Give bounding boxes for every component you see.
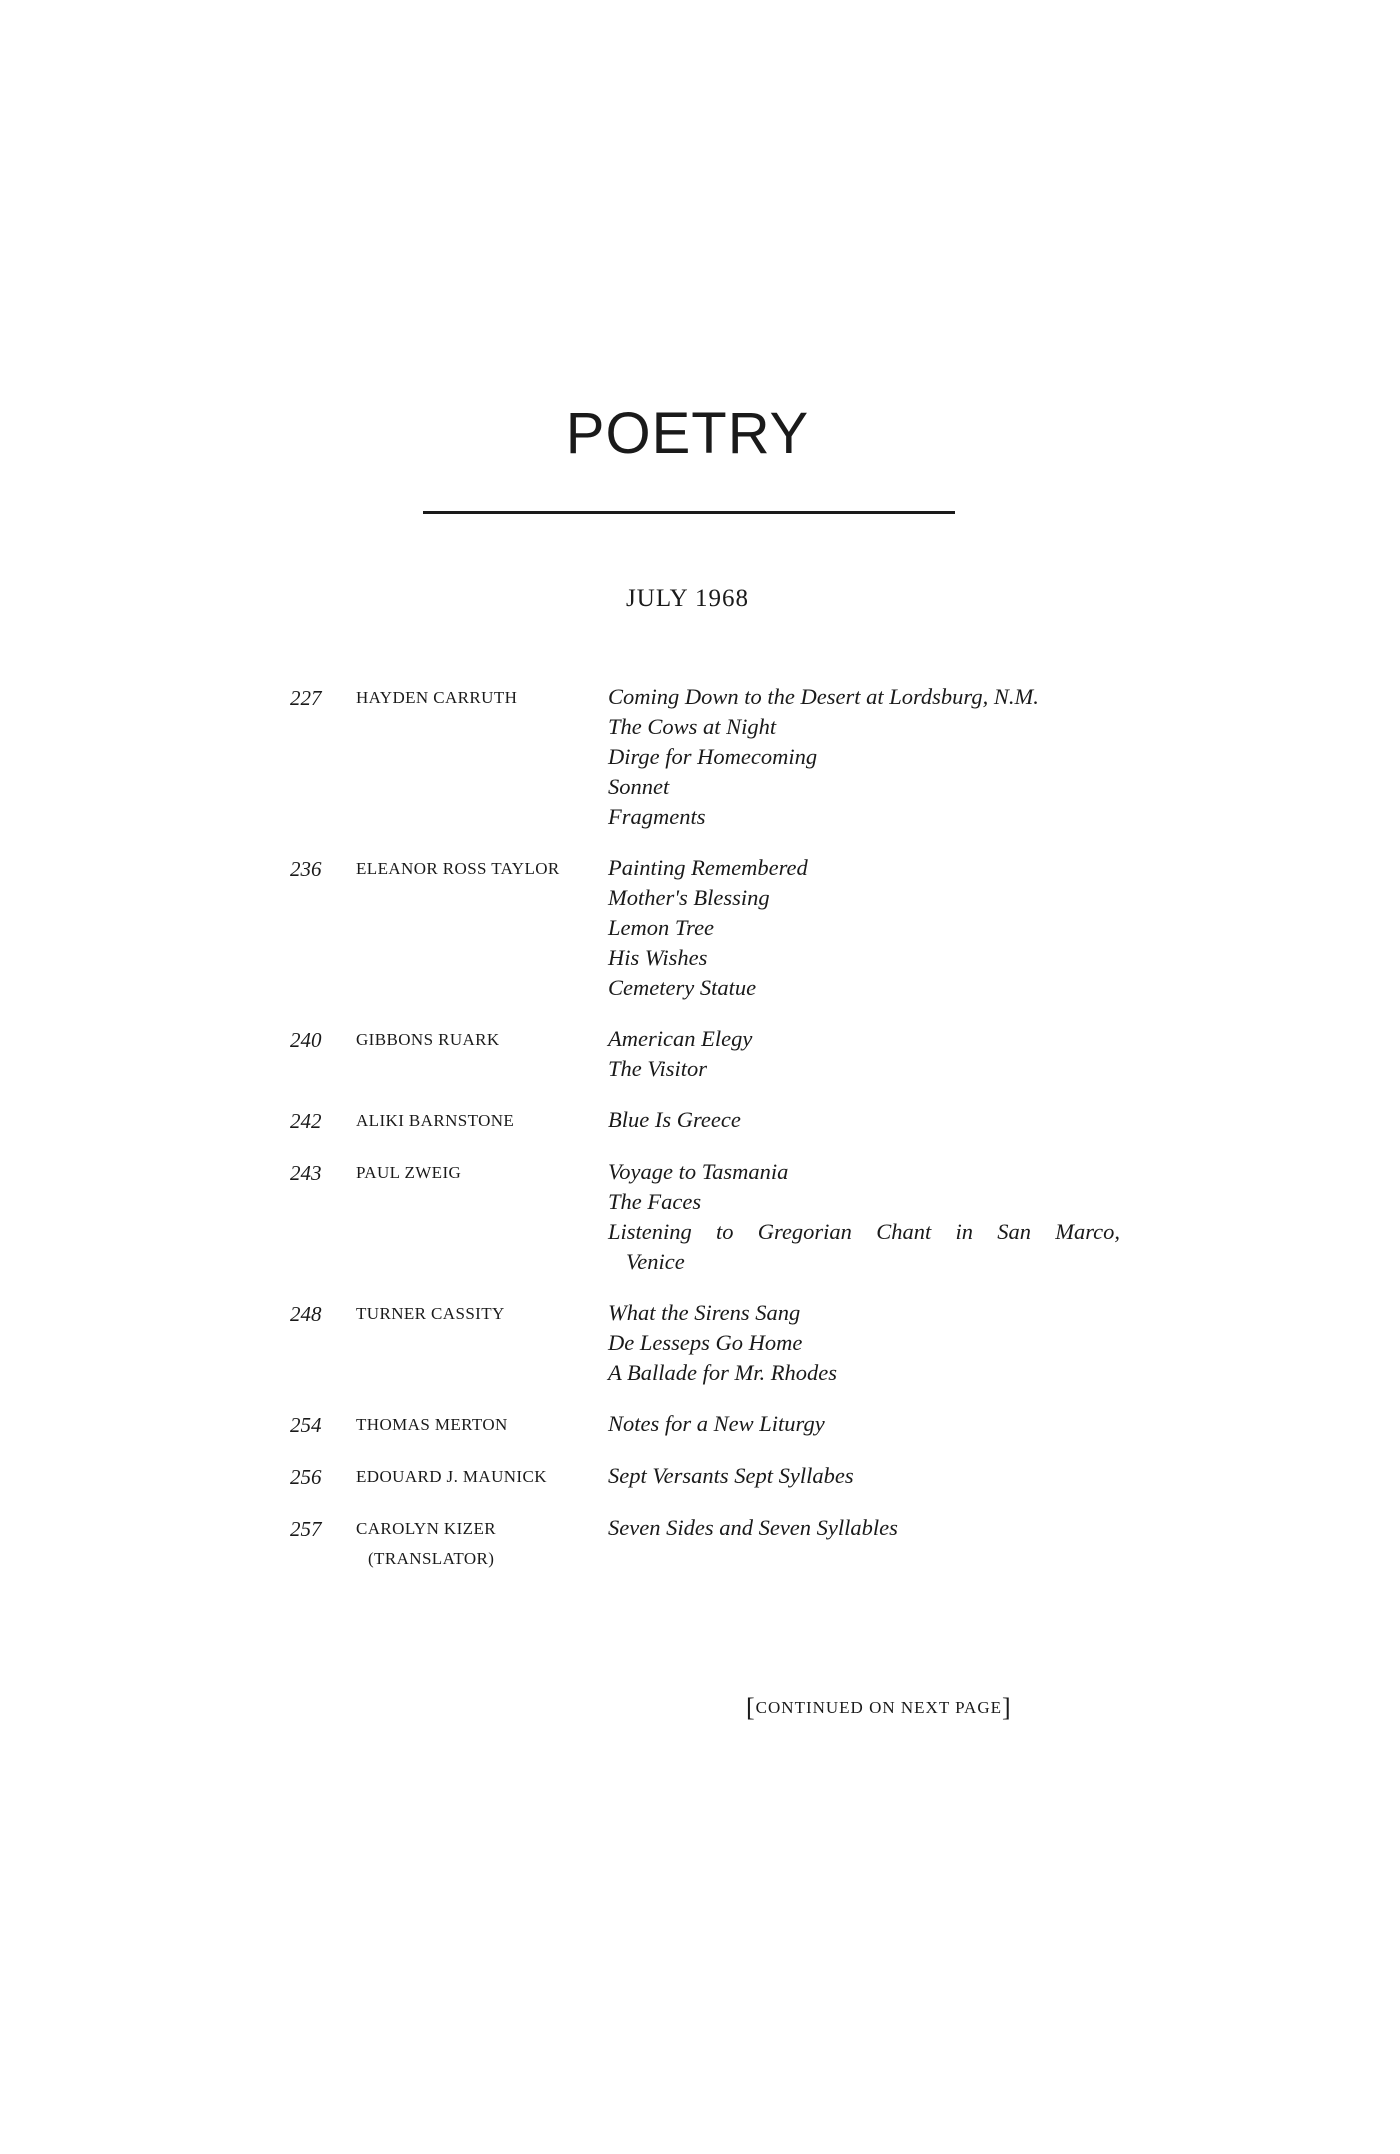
page-number: 240 bbox=[290, 1028, 322, 1052]
poem-titles bbox=[608, 1461, 1120, 1491]
continued-note bbox=[746, 1693, 1012, 1723]
page-number: 257 bbox=[290, 1517, 322, 1541]
author-name: TURNER CASSITY bbox=[356, 1304, 505, 1323]
poem-title: Seven Sides and Seven Syllables bbox=[608, 1515, 898, 1540]
open-bracket: [ bbox=[746, 1693, 756, 1722]
poem-title: What the Sirens Sang bbox=[608, 1300, 801, 1325]
toc-entry bbox=[290, 1513, 1120, 1574]
poem-titles bbox=[608, 682, 1120, 832]
masthead-rule bbox=[423, 511, 955, 514]
poem-title: Mother's Blessing bbox=[608, 885, 770, 910]
author-name: HAYDEN CARRUTH bbox=[356, 688, 518, 707]
poem-title: American Elegy bbox=[608, 1026, 753, 1051]
author-name: ELEANOR ROSS TAYLOR bbox=[356, 859, 560, 878]
page-number: 254 bbox=[290, 1413, 322, 1437]
poem-title: Coming Down to the Desert at Lordsburg, N.M. bbox=[608, 684, 1039, 709]
page-number: 236 bbox=[290, 857, 322, 881]
poem-titles bbox=[608, 1409, 1120, 1439]
author-name: PAUL ZWEIG bbox=[356, 1163, 462, 1182]
poem-titles bbox=[608, 1024, 1120, 1084]
page-number: 242 bbox=[290, 1109, 322, 1133]
close-bracket: ] bbox=[1001, 1693, 1012, 1722]
poem-title: Listening to Gregorian Chant in San Marco, bbox=[608, 1219, 1120, 1244]
poem-title: De Lesseps Go Home bbox=[608, 1330, 803, 1355]
poem-title: A Ballade for Mr. Rhodes bbox=[608, 1360, 837, 1385]
page-number: 256 bbox=[290, 1465, 322, 1489]
author-role: (TRANSLATOR) bbox=[368, 1549, 495, 1568]
poem-title: Dirge for Homecoming bbox=[608, 744, 818, 769]
poem-title: Fragments bbox=[608, 804, 706, 829]
poem-title: Sept Versants Sept Syllabes bbox=[608, 1463, 854, 1488]
toc-entry bbox=[290, 1461, 1120, 1492]
poem-titles bbox=[608, 1157, 1120, 1277]
poem-titles bbox=[608, 1513, 1120, 1543]
poem-title: The Faces bbox=[608, 1189, 702, 1214]
poem-title: Voyage to Tasmania bbox=[608, 1159, 789, 1184]
author-name: EDOUARD J. MAUNICK bbox=[356, 1467, 547, 1486]
poem-title: Notes for a New Liturgy bbox=[608, 1411, 825, 1436]
author-name: THOMAS MERTON bbox=[356, 1415, 508, 1434]
masthead-title: POETRY bbox=[565, 401, 810, 466]
issue-date: JULY 1968 bbox=[626, 585, 749, 612]
toc-entry bbox=[290, 1409, 1120, 1440]
toc-entry bbox=[290, 1157, 1120, 1277]
poem-title: Lemon Tree bbox=[608, 915, 715, 940]
poem-title: Sonnet bbox=[608, 774, 670, 799]
toc-entry bbox=[290, 1105, 1120, 1136]
page-number: 227 bbox=[290, 686, 322, 710]
poem-title: Painting Remembered bbox=[608, 855, 808, 880]
toc-entry bbox=[290, 1024, 1120, 1084]
page-number: 243 bbox=[290, 1161, 322, 1185]
table-of-contents bbox=[290, 682, 1120, 1595]
poem-title: Blue Is Greece bbox=[608, 1107, 741, 1132]
poem-titles bbox=[608, 1298, 1120, 1388]
poem-title: The Visitor bbox=[608, 1056, 707, 1081]
poem-titles bbox=[608, 1105, 1120, 1135]
author-name: ALIKI BARNSTONE bbox=[356, 1111, 515, 1130]
toc-entry bbox=[290, 853, 1120, 1003]
poem-title: The Cows at Night bbox=[608, 714, 777, 739]
poem-title-continuation: Venice bbox=[626, 1249, 685, 1274]
author-name: CAROLYN KIZER (TRANSLATOR) bbox=[356, 1513, 608, 1574]
author-name: GIBBONS RUARK bbox=[356, 1030, 500, 1049]
toc-entry bbox=[290, 682, 1120, 832]
poem-titles bbox=[608, 853, 1120, 1003]
poem-title: His Wishes bbox=[608, 945, 708, 970]
toc-entry bbox=[290, 1298, 1120, 1388]
continued-text: CONTINUED ON NEXT PAGE bbox=[755, 1698, 1002, 1717]
poem-title: Cemetery Statue bbox=[608, 975, 757, 1000]
page-number: 248 bbox=[290, 1302, 322, 1326]
